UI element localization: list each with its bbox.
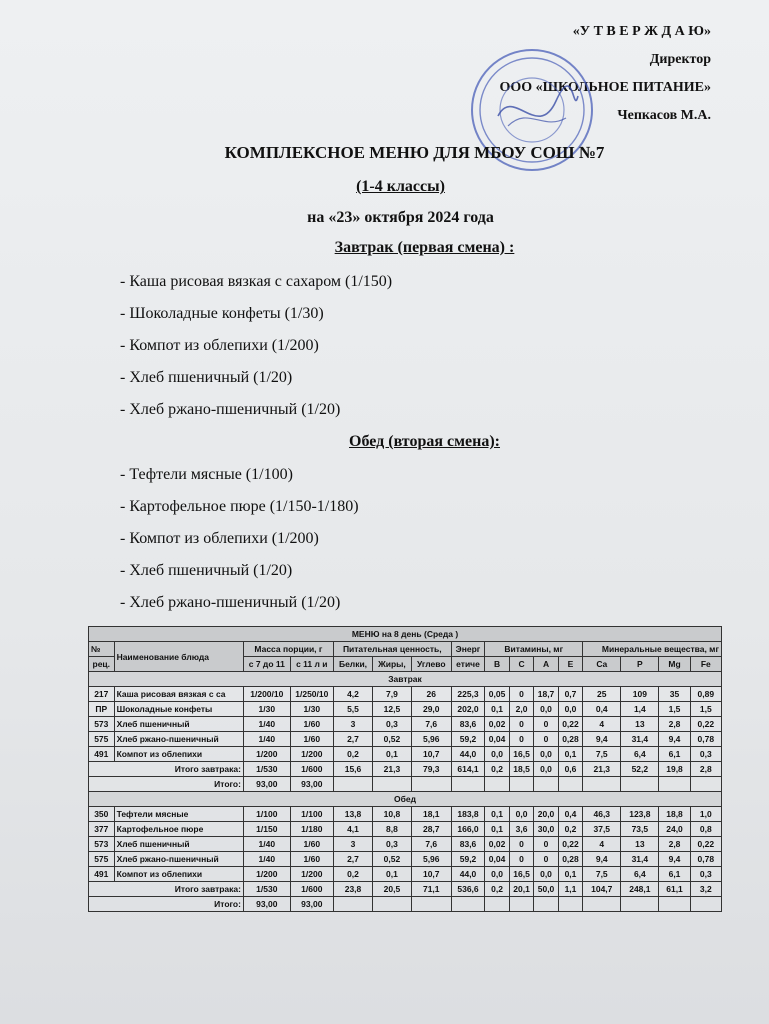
table-cell: 20,0 <box>534 807 558 822</box>
empty-cell <box>558 897 582 912</box>
table-cell: 13 <box>621 837 659 852</box>
column-header: рец. <box>89 657 115 672</box>
table-cell: 225,3 <box>451 687 485 702</box>
total-cell: 0,2 <box>485 882 509 897</box>
total-cell: 104,7 <box>583 882 621 897</box>
table-cell: 0,78 <box>690 852 721 867</box>
table-cell: 0,22 <box>690 717 721 732</box>
price-cell: 93,00 <box>290 897 333 912</box>
table-cell: 1/150 <box>243 822 290 837</box>
total-cell: 79,3 <box>411 762 451 777</box>
table-cell: 0,0 <box>509 807 533 822</box>
breakfast-item: - Компот из облепихи (1/200) <box>120 337 319 354</box>
price-cell: 93,00 <box>290 777 333 792</box>
dish-name: Хлеб ржано-пшеничный <box>114 852 243 867</box>
table-cell: 2,7 <box>333 732 372 747</box>
table-cell: 166,0 <box>451 822 485 837</box>
table-cell: 9,4 <box>583 852 621 867</box>
table-cell: 8,8 <box>373 822 412 837</box>
column-header: Mg <box>659 657 690 672</box>
column-header: № <box>89 642 115 657</box>
empty-cell <box>534 897 558 912</box>
table-cell: 7,6 <box>411 717 451 732</box>
empty-cell <box>509 777 533 792</box>
table-cell: 31,4 <box>621 732 659 747</box>
table-cell: 0 <box>534 732 558 747</box>
table-cell: 0,0 <box>534 747 558 762</box>
table-cell: 0,0 <box>485 747 509 762</box>
table-cell: 1/200 <box>243 867 290 882</box>
empty-cell <box>333 897 372 912</box>
empty-cell <box>558 777 582 792</box>
table-row <box>89 852 722 867</box>
table-cell: 2,8 <box>659 837 690 852</box>
lunch-item: - Тефтели мясные (1/100) <box>120 466 293 483</box>
column-header: Fe <box>690 657 721 672</box>
class-range: (1-4 классы) <box>356 178 445 195</box>
table-cell: 1/100 <box>290 807 333 822</box>
table-cell: 10,8 <box>373 807 412 822</box>
table-cell: 0,1 <box>558 867 582 882</box>
lunch-item: - Картофельное пюре (1/150-1/180) <box>120 498 359 515</box>
column-header: Минеральные вещества, мг <box>583 642 722 657</box>
dish-name: Хлеб ржано-пшеничный <box>114 732 243 747</box>
table-cell: 1,0 <box>690 807 721 822</box>
empty-cell <box>411 897 451 912</box>
table-cell: 0,0 <box>534 702 558 717</box>
dish-name: Хлеб пшеничный <box>114 717 243 732</box>
table-cell: 12,5 <box>373 702 412 717</box>
total-cell: 21,3 <box>373 762 412 777</box>
table-cell: 18,1 <box>411 807 451 822</box>
table-cell: 109 <box>621 687 659 702</box>
table-row <box>89 717 722 732</box>
table-cell: 573 <box>89 717 115 732</box>
table-cell: 1/60 <box>290 732 333 747</box>
breakfast-item: - Шоколадные конфеты (1/30) <box>120 305 324 322</box>
total-cell: 20,1 <box>509 882 533 897</box>
table-cell: 0,3 <box>690 747 721 762</box>
table-cell: 1/180 <box>290 822 333 837</box>
table-cell: ПР <box>89 702 115 717</box>
total-cell: 21,3 <box>583 762 621 777</box>
total-cell: 1/530 <box>243 762 290 777</box>
table-cell: 6,1 <box>659 747 690 762</box>
lunch-item: - Хлеб пшеничный (1/20) <box>120 562 293 579</box>
table-cell: 0,4 <box>583 702 621 717</box>
table-cell: 9,4 <box>659 732 690 747</box>
table-cell: 1,5 <box>690 702 721 717</box>
table-cell: 4 <box>583 837 621 852</box>
column-header: Энерг <box>451 642 485 657</box>
table-cell: 0,3 <box>690 867 721 882</box>
empty-cell <box>534 777 558 792</box>
table-caption: МЕНЮ на 8 день (Среда ) <box>89 627 722 642</box>
table-cell: 575 <box>89 852 115 867</box>
table-cell: 1,5 <box>659 702 690 717</box>
column-header: Жиры, <box>373 657 412 672</box>
column-header: Масса порции, г <box>243 642 333 657</box>
table-cell: 183,8 <box>451 807 485 822</box>
empty-cell <box>583 777 621 792</box>
column-header: Питательная ценность, <box>333 642 451 657</box>
table-cell: 2,0 <box>509 702 533 717</box>
table-cell: 350 <box>89 807 115 822</box>
empty-cell <box>373 897 412 912</box>
table-cell: 0,28 <box>558 732 582 747</box>
empty-cell <box>621 777 659 792</box>
dish-name: Шоколадные конфеты <box>114 702 243 717</box>
table-cell: 5,5 <box>333 702 372 717</box>
table-cell: 59,2 <box>451 732 485 747</box>
table-cell: 0,7 <box>558 687 582 702</box>
empty-cell <box>485 897 509 912</box>
table-cell: 0 <box>509 837 533 852</box>
table-cell: 9,4 <box>583 732 621 747</box>
total-cell: 1/600 <box>290 882 333 897</box>
dish-name: Компот из облепихи <box>114 747 243 762</box>
table-header-row <box>89 642 722 657</box>
table-cell: 44,0 <box>451 867 485 882</box>
table-cell: 1/60 <box>290 837 333 852</box>
table-cell: 575 <box>89 732 115 747</box>
empty-cell <box>690 897 721 912</box>
price-label: Итого: <box>89 897 244 912</box>
table-cell: 3,6 <box>509 822 533 837</box>
table-cell: 0,4 <box>558 807 582 822</box>
table-cell: 26 <box>411 687 451 702</box>
table-cell: 0,1 <box>485 807 509 822</box>
table-cell: 7,6 <box>411 837 451 852</box>
table-cell: 6,4 <box>621 747 659 762</box>
table-cell: 28,7 <box>411 822 451 837</box>
table-cell: 1,4 <box>621 702 659 717</box>
total-row <box>89 762 722 777</box>
price-row <box>89 897 722 912</box>
table-cell: 6,4 <box>621 867 659 882</box>
table-cell: 491 <box>89 867 115 882</box>
table-cell: 0,04 <box>485 852 509 867</box>
section-label: Завтрак <box>89 672 722 687</box>
breakfast-item: - Хлеб пшеничный (1/20) <box>120 369 293 386</box>
table-cell: 0,2 <box>333 867 372 882</box>
breakfast-item: - Хлеб ржано-пшеничный (1/20) <box>120 401 341 418</box>
column-header: Витамины, мг <box>485 642 583 657</box>
table-cell: 31,4 <box>621 852 659 867</box>
price-cell: 93,00 <box>243 897 290 912</box>
column-header: Ca <box>583 657 621 672</box>
price-cell: 93,00 <box>243 777 290 792</box>
table-cell: 4 <box>583 717 621 732</box>
table-cell: 0,0 <box>485 867 509 882</box>
table-cell: 0,78 <box>690 732 721 747</box>
approval-name: Чепкасов М.А. <box>617 108 711 123</box>
table-cell: 10,7 <box>411 867 451 882</box>
total-cell: 248,1 <box>621 882 659 897</box>
total-cell: 1/600 <box>290 762 333 777</box>
table-row <box>89 732 722 747</box>
table-cell: 7,5 <box>583 747 621 762</box>
empty-cell <box>333 777 372 792</box>
total-cell: 18,5 <box>509 762 533 777</box>
table-cell: 0,2 <box>558 822 582 837</box>
table-cell: 3 <box>333 837 372 852</box>
column-header: C <box>509 657 533 672</box>
total-label: Итого завтрака: <box>89 762 244 777</box>
total-cell: 536,6 <box>451 882 485 897</box>
table-cell: 0 <box>509 687 533 702</box>
total-cell: 0,0 <box>534 762 558 777</box>
table-cell: 0 <box>509 852 533 867</box>
table-cell: 13,8 <box>333 807 372 822</box>
table-cell: 73,5 <box>621 822 659 837</box>
table-cell: 0,22 <box>690 837 721 852</box>
table-cell: 0,0 <box>558 702 582 717</box>
column-header: с 7 до 11 <box>243 657 290 672</box>
empty-cell <box>659 897 690 912</box>
menu-title: КОМПЛЕКСНОЕ МЕНЮ ДЛЯ МБОУ СОШ №7 <box>224 143 605 162</box>
table-cell: 0 <box>534 717 558 732</box>
table-cell: 0,0 <box>534 867 558 882</box>
table-row <box>89 702 722 717</box>
table-cell: 4,2 <box>333 687 372 702</box>
column-header: Белки, <box>333 657 372 672</box>
table-cell: 202,0 <box>451 702 485 717</box>
table-cell: 2,7 <box>333 852 372 867</box>
table-cell: 24,0 <box>659 822 690 837</box>
total-row <box>89 882 722 897</box>
table-cell: 3 <box>333 717 372 732</box>
column-header: етиче <box>451 657 485 672</box>
table-cell: 18,7 <box>534 687 558 702</box>
column-header: с 11 л и <box>290 657 333 672</box>
table-cell: 0,89 <box>690 687 721 702</box>
table-cell: 0 <box>534 852 558 867</box>
column-header: E <box>558 657 582 672</box>
table-cell: 9,4 <box>659 852 690 867</box>
table-cell: 13 <box>621 717 659 732</box>
table-cell: 0,1 <box>373 747 412 762</box>
table-cell: 377 <box>89 822 115 837</box>
table-cell: 0,05 <box>485 687 509 702</box>
table-cell: 0 <box>534 837 558 852</box>
empty-cell <box>411 777 451 792</box>
total-cell: 1/530 <box>243 882 290 897</box>
table-cell: 5,96 <box>411 852 451 867</box>
table-cell: 123,8 <box>621 807 659 822</box>
table-row <box>89 822 722 837</box>
table-cell: 30,0 <box>534 822 558 837</box>
total-cell: 15,6 <box>333 762 372 777</box>
table-cell: 1/40 <box>243 837 290 852</box>
table-cell: 491 <box>89 747 115 762</box>
nutrition-table <box>88 626 722 912</box>
table-row <box>89 687 722 702</box>
table-row <box>89 747 722 762</box>
table-cell: 0,52 <box>373 852 412 867</box>
table-cell: 25 <box>583 687 621 702</box>
price-row <box>89 777 722 792</box>
total-cell: 71,1 <box>411 882 451 897</box>
table-cell: 10,7 <box>411 747 451 762</box>
empty-cell <box>583 897 621 912</box>
table-cell: 1/60 <box>290 717 333 732</box>
total-cell: 61,1 <box>659 882 690 897</box>
table-cell: 0,28 <box>558 852 582 867</box>
column-header: A <box>534 657 558 672</box>
table-cell: 1/40 <box>243 852 290 867</box>
total-cell: 0,6 <box>558 762 582 777</box>
table-cell: 0,3 <box>373 717 412 732</box>
table-cell: 1/100 <box>243 807 290 822</box>
table-cell: 44,0 <box>451 747 485 762</box>
table-cell: 573 <box>89 837 115 852</box>
table-cell: 35 <box>659 687 690 702</box>
lunch-item: - Компот из облепихи (1/200) <box>120 530 319 547</box>
table-cell: 16,5 <box>509 867 533 882</box>
table-cell: 1/60 <box>290 852 333 867</box>
approval-heading: «У Т В Е Р Ж Д А Ю» <box>572 24 711 39</box>
approval-position: Директор <box>649 52 711 67</box>
empty-cell <box>509 897 533 912</box>
table-cell: 7,9 <box>373 687 412 702</box>
table-cell: 0,8 <box>690 822 721 837</box>
total-cell: 2,8 <box>690 762 721 777</box>
column-header: P <box>621 657 659 672</box>
breakfast-heading: Завтрак (первая смена) : <box>334 239 515 256</box>
empty-cell <box>451 897 485 912</box>
menu-date: на «23» октября 2024 года <box>307 209 494 226</box>
column-header: Наименование блюда <box>114 642 243 672</box>
approval-organization: ООО «ШКОЛЬНОЕ ПИТАНИЕ» <box>499 80 711 95</box>
total-cell: 614,1 <box>451 762 485 777</box>
table-row <box>89 867 722 882</box>
table-row <box>89 807 722 822</box>
table-cell: 18,8 <box>659 807 690 822</box>
price-label: Итого: <box>89 777 244 792</box>
total-cell: 52,2 <box>621 762 659 777</box>
table-cell: 0 <box>509 732 533 747</box>
table-cell: 1/40 <box>243 717 290 732</box>
table-row <box>89 837 722 852</box>
table-cell: 0,22 <box>558 717 582 732</box>
table-cell: 1/200 <box>290 867 333 882</box>
table-cell: 0,2 <box>333 747 372 762</box>
table-cell: 0,52 <box>373 732 412 747</box>
total-cell: 23,8 <box>333 882 372 897</box>
empty-cell <box>621 897 659 912</box>
table-cell: 0,1 <box>485 702 509 717</box>
table-cell: 83,6 <box>451 837 485 852</box>
table-cell: 217 <box>89 687 115 702</box>
table-cell: 0,1 <box>373 867 412 882</box>
empty-cell <box>659 777 690 792</box>
empty-cell <box>373 777 412 792</box>
dish-name: Картофельное пюре <box>114 822 243 837</box>
table-cell: 37,5 <box>583 822 621 837</box>
dish-name: Каша рисовая вязкая с са <box>114 687 243 702</box>
column-header: Углево <box>411 657 451 672</box>
table-cell: 6,1 <box>659 867 690 882</box>
table-cell: 4,1 <box>333 822 372 837</box>
table-cell: 0,1 <box>485 822 509 837</box>
section-row <box>89 672 722 687</box>
table-cell: 1/40 <box>243 732 290 747</box>
table-cell: 16,5 <box>509 747 533 762</box>
table-cell: 1/200 <box>290 747 333 762</box>
dish-name: Компот из облепихи <box>114 867 243 882</box>
empty-cell <box>485 777 509 792</box>
empty-cell <box>451 777 485 792</box>
total-label: Итого завтрака: <box>89 882 244 897</box>
dish-name: Тефтели мясные <box>114 807 243 822</box>
table-cell: 0,1 <box>558 747 582 762</box>
total-cell: 50,0 <box>534 882 558 897</box>
table-cell: 0,22 <box>558 837 582 852</box>
table-cell: 0 <box>509 717 533 732</box>
total-cell: 0,2 <box>485 762 509 777</box>
section-label: Обед <box>89 792 722 807</box>
table-cell: 1/200/10 <box>243 687 290 702</box>
lunch-heading: Обед (вторая смена): <box>349 433 500 450</box>
table-cell: 0,02 <box>485 837 509 852</box>
table-caption-row <box>89 627 722 642</box>
table-cell: 0,02 <box>485 717 509 732</box>
table-cell: 29,0 <box>411 702 451 717</box>
table-cell: 7,5 <box>583 867 621 882</box>
total-cell: 1,1 <box>558 882 582 897</box>
total-cell: 3,2 <box>690 882 721 897</box>
table-cell: 0,04 <box>485 732 509 747</box>
table-cell: 1/30 <box>290 702 333 717</box>
total-cell: 19,8 <box>659 762 690 777</box>
table-cell: 0,3 <box>373 837 412 852</box>
table-cell: 59,2 <box>451 852 485 867</box>
table-cell: 1/30 <box>243 702 290 717</box>
table-cell: 83,6 <box>451 717 485 732</box>
table-cell: 2,8 <box>659 717 690 732</box>
breakfast-item: - Каша рисовая вязкая с сахаром (1/150) <box>120 273 393 290</box>
empty-cell <box>690 777 721 792</box>
table-cell: 1/250/10 <box>290 687 333 702</box>
table-cell: 5,96 <box>411 732 451 747</box>
table-cell: 46,3 <box>583 807 621 822</box>
column-header: B <box>485 657 509 672</box>
total-cell: 20,5 <box>373 882 412 897</box>
table-cell: 1/200 <box>243 747 290 762</box>
section-row <box>89 792 722 807</box>
dish-name: Хлеб пшеничный <box>114 837 243 852</box>
lunch-item: - Хлеб ржано-пшеничный (1/20) <box>120 594 341 611</box>
